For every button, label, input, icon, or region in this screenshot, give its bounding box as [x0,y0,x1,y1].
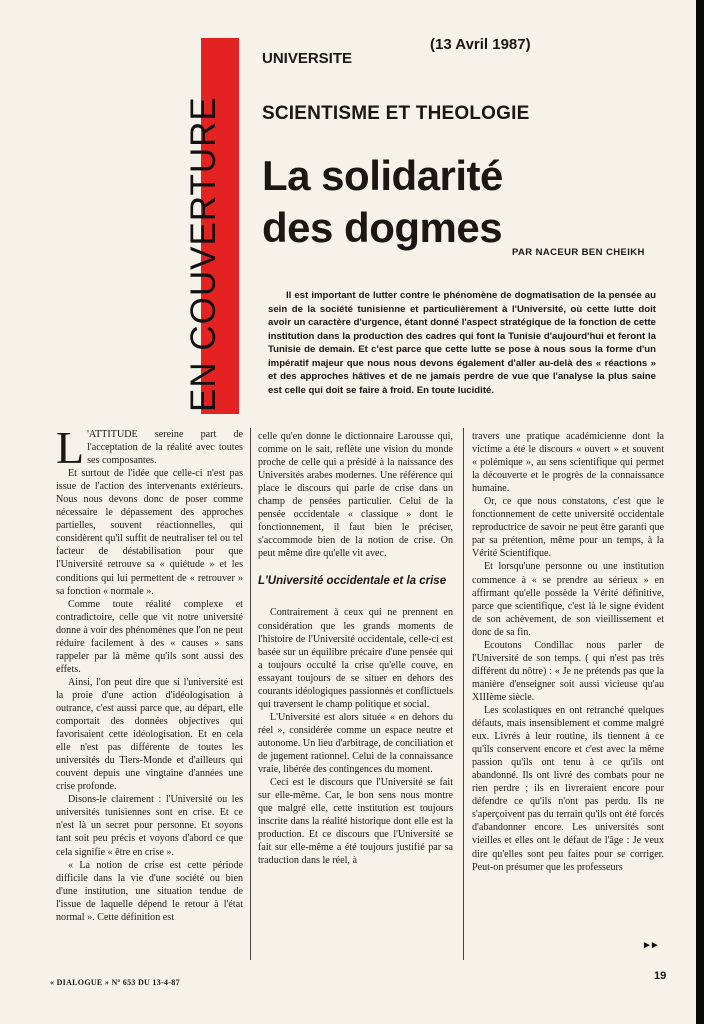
column-divider [463,428,464,960]
paragraph: « La notion de crise est cette période difficile dans la vie d'une société ou bien d'une institution, une situation tendue de l'issue de laquelle dépend le retour à l'état normal ». Cette définition est [56,859,243,923]
paragraph [56,422,243,473]
paragraph: Ceci est le discours que l'Université se fait sur elle-même. Car, le bon sens nous montre que malgré elle, cette institution est toujours inscrite dans la réalité historique dont elle est la production. Et ce discours que l'Université se fait sur elle-même a été toujours justifié par sa traduction dans le réel, à [258,777,453,867]
subtitle: SCIENTISME ET THEOLOGIE [262,103,530,124]
headline [262,150,503,254]
footer-source: « DIALOGUE » Nº 653 DU 13-4-87 [50,978,180,987]
paragraph-text: 'ATTITUDE sereine part de l'acceptation de la réalité avec toutes ses composantes. [87,429,243,467]
kicker: UNIVERSITE [262,50,353,67]
paragraph: Contrairement à ceux qui ne prennent en considération que les grands moments de l'histoire de l'Université occidentale, celle-ci est basée sur un équilibre précaire d'une pensée qui a toujours occulté la crise qu'elle couve, en essayant toujours de se situer en dehors des courants idéologiques passionnés et conflictuels qui traversent le champ politique et social. [258,607,453,710]
section-label-vertical: EN COUVERTURE [184,96,223,412]
paragraph: Les scolastiques en ont retranché quelques défauts, mais insensiblement et comme malgré eux. Livrés à leur routine, ils tiennent à ce qu'ils conservent encore et c'est avec la même passion qu'ils ont tenu à ce qu'ils ont abandonné. Ils ont livré des combats pour ne rien perdre ; ils en livreraient encore pour défendre ce qu'ils n'ont pas perdu. Ils ne s'aperçoivent pas du terrain qu'ils ont été forcés d'abandonner encore. Les universités sont vieilles et elles ont le défaut de l'âge : Je veux dire qu'elles sont peu faites pour se corriger. Peut-on présumer que les professeurs [472,704,664,873]
lede-paragraph: Il est important de lutter contre le phénomène de dogmatisation de la pensée au sein de la société tunisienne et particulièrement à l'Université, où cette lutte doit avoir un caractère d'urgence, étant donné l'aspect stratégique de la fonction de cette institution dans la production des cadres qui font la Tunisie d'aujourd'hui et feront la Tunisie de demain. Et c'est parce que cette lutte se pose à nous sous la forme d'un impératif majeur que nous nous devons également d'aller au-delà des « réactions » et des approches hâtives et de ne jamais perdre de vue que l'analyse la plus saine est celle qui doit se faire à froid. En toute lucidité. [268,290,656,396]
headline-line-2: des dogmes [262,204,503,251]
paragraph: Ainsi, l'on peut dire que si l'université est la proie d'une action d'idéologisation à outrance, c'est aussi parce que, au départ, elle comportait des données objectives qui favorisaient cette idéologisation. Et en cela elle n'est pas différente de toutes les universités du Tiers-Monde et d'ailleurs qui couvent depuis une vingtaine d'années une crise profonde. [56,676,243,793]
paragraph: travers une pratique académicienne dont la victime a été le discours « ouvert » et souvent « polémique », au sens scientifique qui permet la découverte et le progrès de la connaissance humaine. [472,431,664,495]
section-subheading: L'Université occidentale et la crise [258,575,447,588]
article-column-2 [258,430,453,867]
paragraph: L'Université est alors située « en dehors du réel », considérée comme un espace neutre et autonome. Un lieu d'arbitrage, de conciliation et de jugement rationnel. Celui de la connaissance vraie, libérée des contingences du moment. [258,711,453,776]
article-column-1 [56,422,243,924]
page-number: 19 [654,970,667,982]
byline: PAR NACEUR BEN CHEIKH [512,247,645,258]
paragraph: Et lorsqu'une personne ou une institution commence à « se prendre au sérieux » en affirmant qu'elle possède la Vérité définitive, parce que scientifique, c'est là le signe évident de son achèvement, de son vieillissement et donc de sa fin. [472,561,664,638]
paragraph: Or, ce que nous constatons, c'est que le fonctionnement de cette université occidentale reproductrice de savoir ne peut être garanti que par sa prétention, même pour un temps, à la Vérité Scientifique. [472,496,664,560]
publication-date: (13 Avril 1987) [430,36,531,53]
article-column-3 [472,430,664,874]
paragraph: Disons-le clairement : l'Université ou les universités tunisiennes sont en crise. Et ce n'est là un secret pour personne. Et soyons tant soit peu précis et voyons d'abord ce que cela signifie « être en crise ». [56,794,243,858]
paragraph: Et surtout de l'idée que celle-ci n'est pas issue de l'action des intervenants extérieurs. Nous nous devons donc de poser comme nécessaire le dépassement des approches partielles, souvent réactionnelles, qui considèrent qu'il suffit de neutraliser tel ou tel facteur de déstabilisation pour que l'Université retrouve sa « quiétude » et les conditions qui lui permettent de « retrouver » sa fonction « normale ». [56,468,243,597]
drop-cap: L [56,422,85,473]
paragraph: celle qu'en donne le dictionnaire Larousse qui, comme on le sait, reflète une vision du monde proche de celle qui a présidé à la naissance des Universités arabes modernes. Une référence qui place le discours qui parle de crise dans un champ de pensées particulier. Celui de la pensée occidentale « classique » dont le fonctionnement, il faut bien le préciser, s'accommode bien de la notion de crise. On peut même dire qu'elle vit avec. [258,431,453,560]
continue-arrows-icon: ►► [642,940,658,951]
column-divider [250,428,251,960]
paragraph: Ecoutons Condillac nous parler de l'Université de son temps. ( qui n'est pas très différent du nôtre) : « Je ne prétends pas que la manière d'enseigner soit aussi vicieuse qu'au XIIIème siècle. [472,639,664,703]
headline-line-1: La solidarité [262,152,503,199]
paragraph: Comme toute réalité complexe et contradictoire, celle que vit notre université donne à voir des phénomènes que l'on ne peut réduire facilement à des « causes » sans rappeler par là même qu'ils sont aussi des effets. [56,598,243,675]
